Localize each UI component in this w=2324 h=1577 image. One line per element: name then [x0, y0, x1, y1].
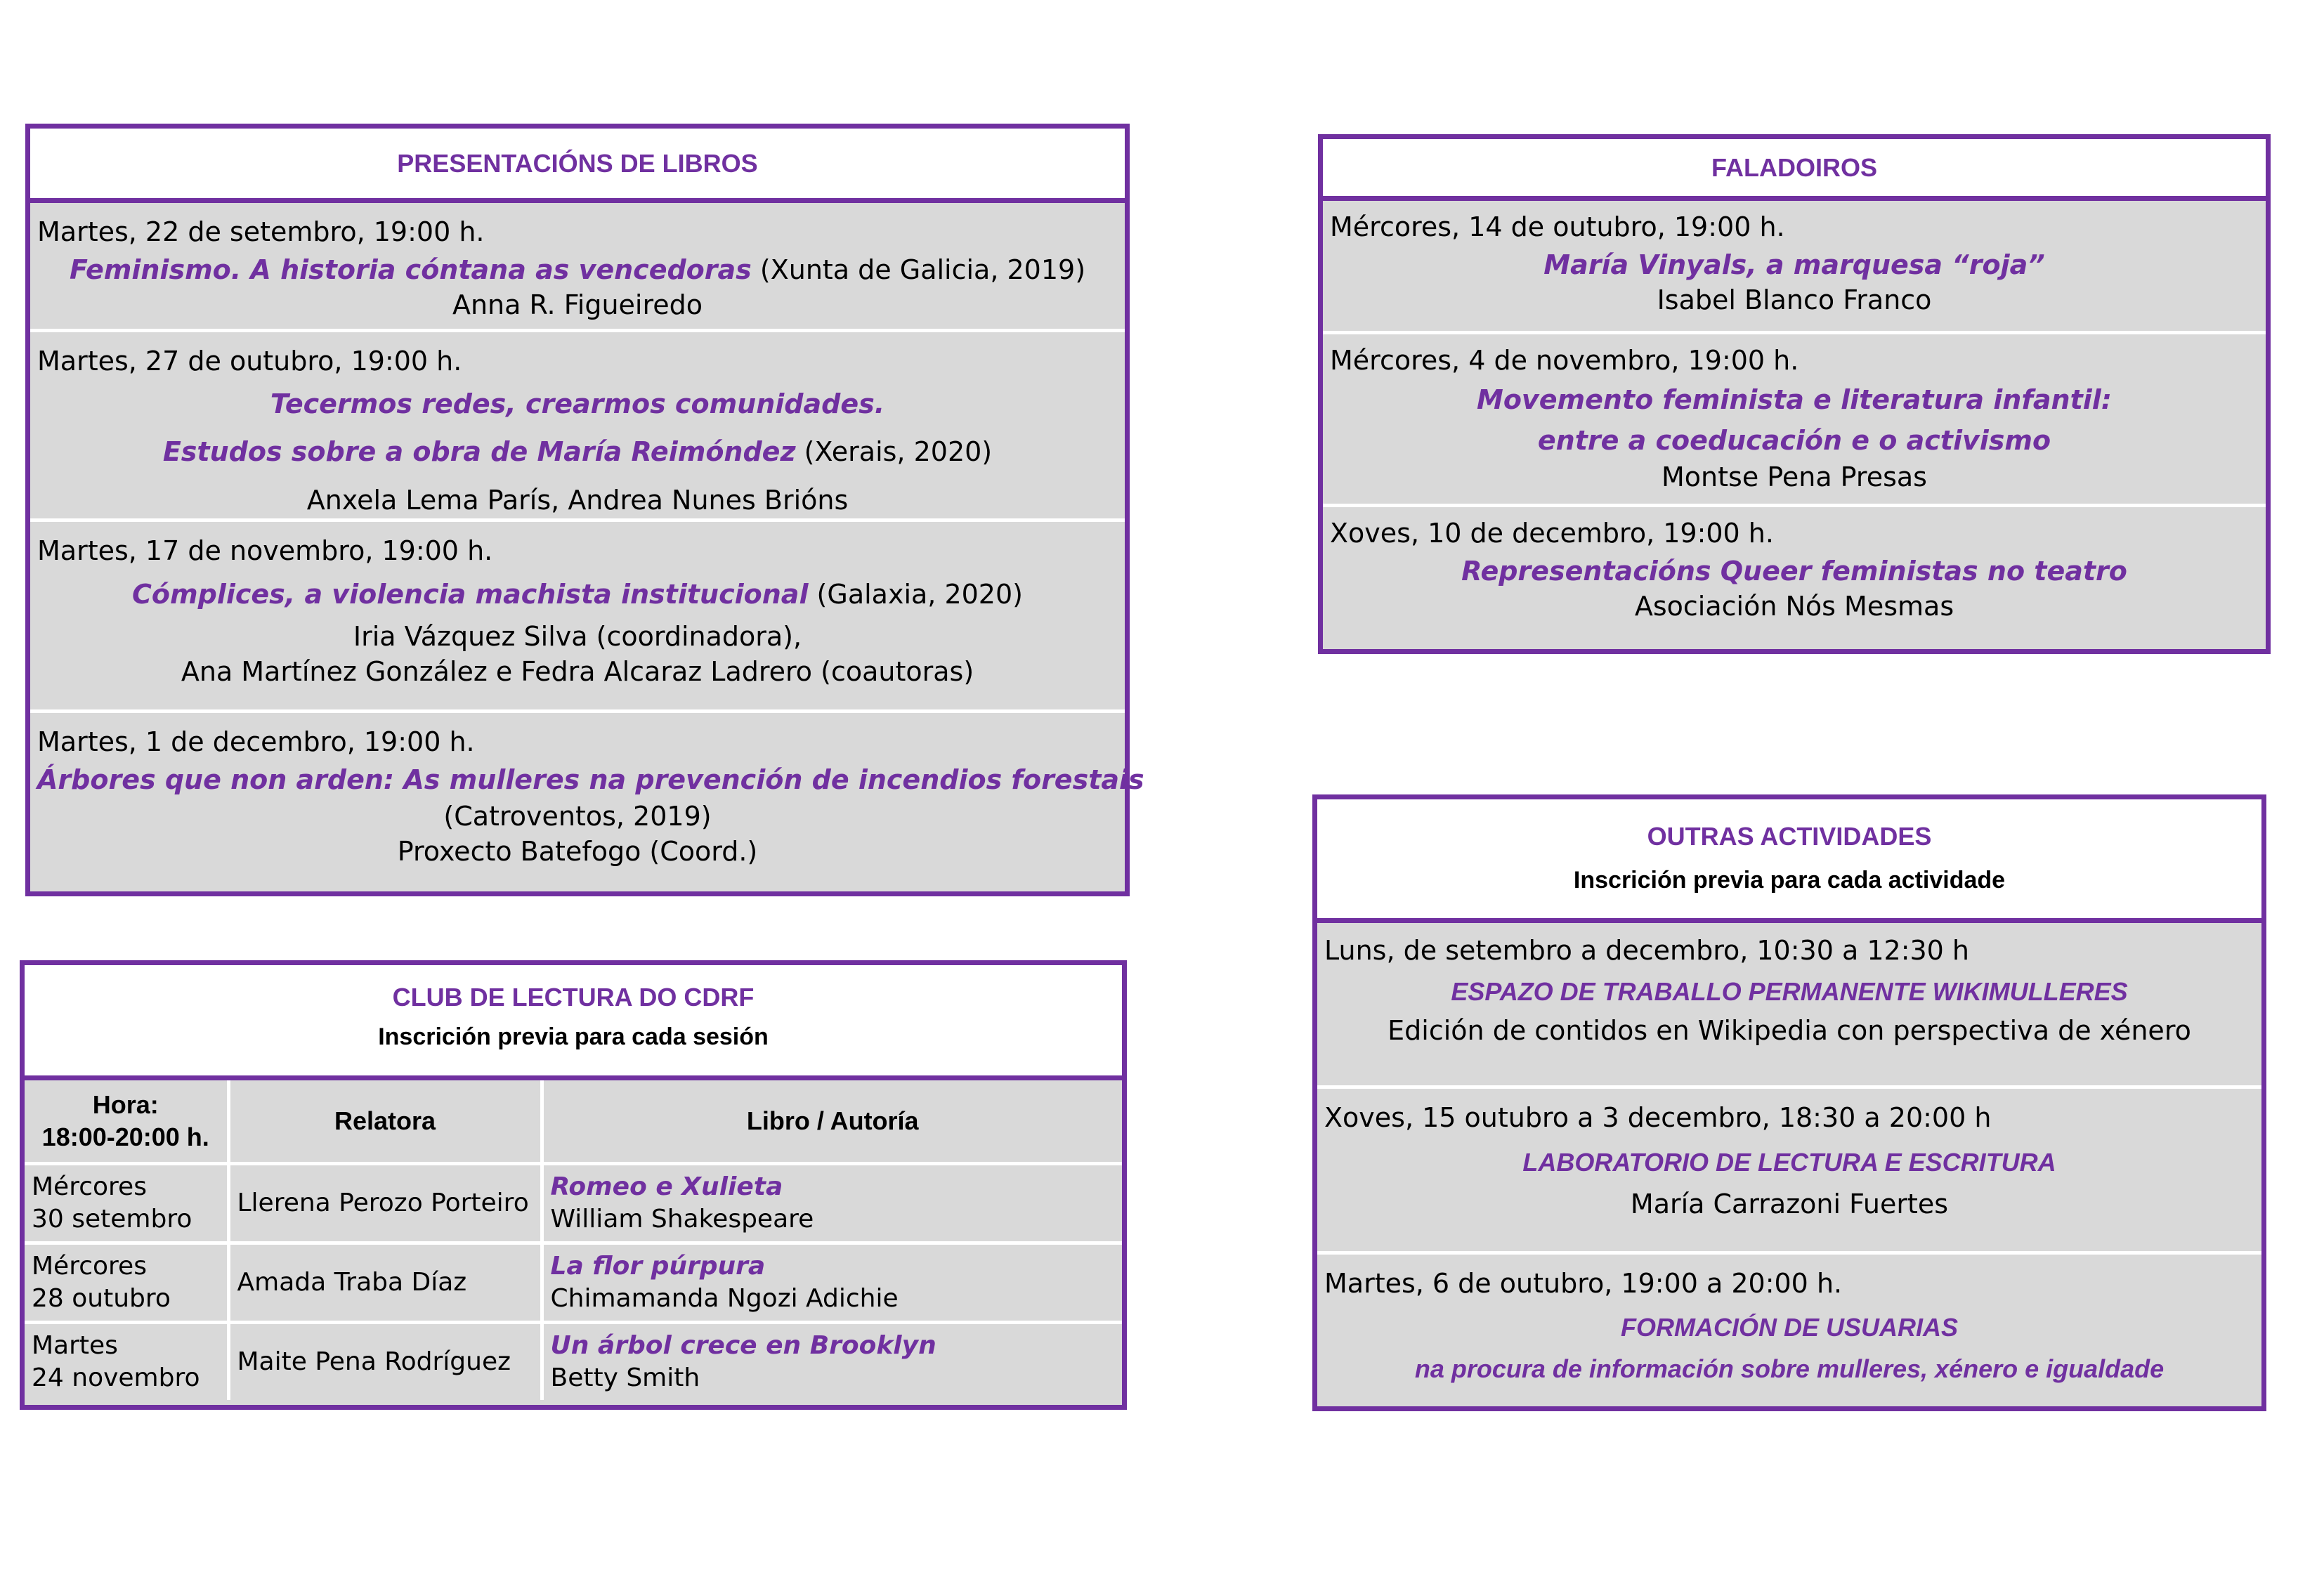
row-book	[542, 1164, 1122, 1243]
club-title: CLUB DE LECTURA DO CDRF	[392, 983, 755, 1012]
book-title: Feminismo. A historia cóntana as vencedoras	[69, 254, 752, 285]
presentacions-header: PRESENTACIÓNS DE LIBROS	[30, 129, 1125, 203]
presentacion-entry-3	[30, 522, 1125, 713]
entry-date: Mércores, 14 de outubro, 19:00 h.	[1330, 211, 1785, 242]
row-day-date: 30 setembro	[32, 1205, 192, 1234]
entry-date: Martes, 27 de outubro, 19:00 h.	[37, 346, 462, 377]
actividade-entry-1	[1317, 923, 2261, 1089]
book-author: William Shakespeare	[550, 1205, 814, 1234]
book-title: Un árbol crece en Brooklyn	[550, 1331, 936, 1360]
table-row	[25, 1164, 1122, 1243]
book-title: Romeo e Xulieta	[550, 1172, 783, 1201]
book-title: Árbores que non arden: As mulleres na prevención de incendios forestais	[37, 764, 1144, 795]
table-row	[25, 1323, 1122, 1401]
row-relatora: Llerena Perozo Porteiro	[228, 1164, 542, 1243]
book-authors: Anxela Lema París, Andrea Nunes Brións	[306, 485, 849, 516]
faladoiro-entry-3	[1323, 507, 2266, 648]
activity-title-line2: na procura de información sobre mulleres, xénero e igualdade	[1414, 1354, 2165, 1383]
col-hora	[25, 1080, 228, 1164]
entry-date: Xoves, 10 de decembro, 19:00 h.	[1330, 518, 1774, 549]
talk-title-line2: entre a coeducación e o activismo	[1537, 425, 2051, 456]
book-publisher: (Galaxia, 2020)	[808, 579, 1023, 610]
col-hora-line2: 18:00-20:00 h.	[41, 1123, 209, 1151]
faladoiro-entry-2	[1323, 334, 2266, 507]
table-header-row	[25, 1080, 1122, 1164]
club-table	[25, 1080, 1122, 1400]
faladoiro-entry-1	[1323, 201, 2266, 334]
activity-desc: María Carrazoni Fuertes	[1630, 1189, 1949, 1219]
entry-date: Martes, 1 de decembro, 19:00 h.	[37, 726, 475, 757]
entry-date: Martes, 22 de setembro, 19:00 h.	[37, 216, 485, 247]
book-authors-line1: Iria Vázquez Silva (coordinadora),	[353, 621, 802, 652]
col-libro: Libro / Autoría	[542, 1080, 1122, 1164]
book-authors-line2: Ana Martínez González e Fedra Alcaraz Ladrero (coautoras)	[181, 656, 974, 687]
row-day-date: 24 novembro	[32, 1363, 200, 1392]
col-hora-line1: Hora:	[92, 1090, 159, 1119]
book-title-line1: Tecermos redes, crearmos comunidades.	[270, 388, 885, 419]
outras-header	[1317, 799, 2261, 923]
activity-title: ESPAZO DE TRABALLO PERMANENTE WIKIMULLERES	[1451, 977, 2128, 1006]
book-authors: Proxecto Batefogo (Coord.)	[397, 836, 758, 867]
activity-desc: Edición de contidos en Wikipedia con perspectiva de xénero	[1388, 1015, 2191, 1046]
row-book	[542, 1243, 1122, 1323]
row-day: Mércores	[32, 1172, 147, 1201]
row-date	[25, 1323, 228, 1401]
club-subheader: Inscrición previa para cada sesión	[378, 1023, 769, 1050]
activity-title: LABORATORIO DE LECTURA E ESCRITURA	[1522, 1148, 2056, 1177]
row-relatora: Maite Pena Rodríguez	[228, 1323, 542, 1401]
outras-title: OUTRAS ACTIVIDADES	[1647, 822, 1932, 851]
entry-date: Martes, 17 de novembro, 19:00 h.	[37, 535, 493, 566]
talk-title-line1: Movemento feminista e literatura infantil:	[1477, 384, 2112, 415]
presentacion-entry-4	[30, 713, 1144, 891]
faladoiros-panel	[1318, 134, 2271, 654]
talk-title: María Vinyals, a marquesa “roja”	[1543, 249, 2045, 280]
row-relatora: Amada Traba Díaz	[228, 1243, 542, 1323]
actividade-entry-3	[1317, 1255, 2261, 1385]
row-date	[25, 1243, 228, 1323]
talk-authors: Isabel Blanco Franco	[1657, 284, 1932, 315]
book-title-line2: Estudos sobre a obra de María Reimóndez	[162, 436, 796, 467]
club-lectura-panel	[20, 960, 1127, 1410]
outras-actividades-panel	[1312, 794, 2266, 1411]
activity-title: FORMACIÓN DE USUARIAS	[1620, 1313, 1958, 1342]
row-day: Mércores	[32, 1252, 147, 1281]
entry-date: Xoves, 15 outubro a 3 decembro, 18:30 a 20:00 h	[1324, 1102, 1992, 1133]
row-day-date: 28 outubro	[32, 1284, 171, 1313]
talk-authors: Montse Pena Presas	[1662, 462, 1927, 492]
presentacion-entry-1	[30, 203, 1125, 332]
book-title: La flor púrpura	[550, 1252, 766, 1281]
row-date	[25, 1164, 228, 1243]
talk-title: Representacións Queer feministas no teatro	[1461, 556, 2127, 587]
book-publisher: (Xerais, 2020)	[795, 436, 993, 467]
book-author: Chimamanda Ngozi Adichie	[550, 1284, 899, 1313]
entry-date: Luns, de setembro a decembro, 10:30 a 12:30 h	[1324, 935, 1970, 966]
talk-authors: Asociación Nós Mesmas	[1634, 591, 1954, 622]
entry-date: Mércores, 4 de novembro, 19:00 h.	[1330, 345, 1799, 376]
row-book	[542, 1323, 1122, 1401]
book-author: Betty Smith	[550, 1363, 700, 1392]
book-publisher: (Xunta de Galicia, 2019)	[751, 254, 1086, 285]
entry-date: Martes, 6 de outubro, 19:00 a 20:00 h.	[1324, 1268, 1843, 1299]
outras-subheader: Inscrición previa para cada actividade	[1573, 867, 2006, 894]
club-header	[25, 965, 1122, 1080]
book-title: Cómplices, a violencia machista institucional	[132, 579, 809, 610]
faladoiros-header: FALADOIROS	[1323, 139, 2266, 201]
table-row	[25, 1243, 1122, 1323]
presentacion-entry-2	[30, 332, 1125, 522]
book-publisher: (Catroventos, 2019)	[443, 801, 712, 832]
row-day: Martes	[32, 1331, 118, 1360]
actividade-entry-2	[1317, 1089, 2261, 1255]
book-authors: Anna R. Figueiredo	[452, 289, 703, 320]
col-relatora: Relatora	[228, 1080, 542, 1164]
presentacions-panel	[25, 124, 1144, 896]
